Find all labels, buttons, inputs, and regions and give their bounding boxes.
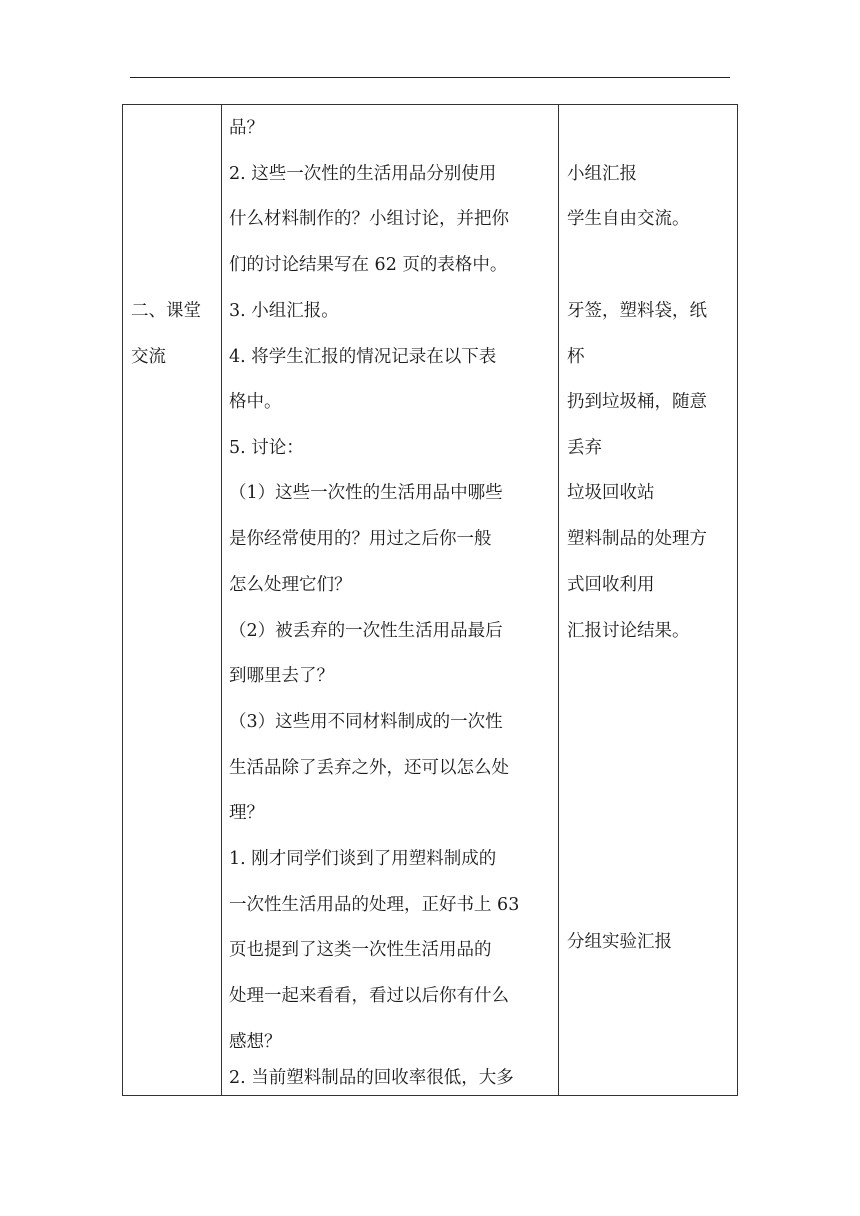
- teacher-line: 5. 讨论：: [229, 438, 304, 458]
- teacher-line: 生活品除了丢弃之外，还可以怎么处: [229, 758, 509, 778]
- teacher-line: 什么材料制作的？小组讨论，并把你: [229, 209, 509, 229]
- teacher-line: 感想？: [229, 1032, 282, 1052]
- teacher-line: 页也提到了这类一次性生活用品的: [229, 940, 492, 960]
- student-line: 丢弃: [567, 438, 602, 458]
- student-line: 分组实验汇报: [567, 932, 672, 952]
- teacher-line: 1. 刚才同学们谈到了用塑料制成的: [229, 849, 497, 869]
- teacher-line: 3. 小组汇报。: [229, 301, 339, 321]
- teacher-line: 4. 将学生汇报的情况记录在以下表: [229, 347, 497, 367]
- teacher-line: 理？: [229, 803, 264, 823]
- teacher-line: 是你经常使用的？用过之后你一般: [229, 529, 492, 549]
- student-line: 杯: [567, 347, 585, 367]
- column-divider-1: [221, 105, 222, 1095]
- student-line: 式回收利用: [567, 575, 655, 595]
- teacher-line: 品？: [229, 118, 264, 138]
- teacher-line: 格中。: [229, 392, 282, 412]
- teacher-line: 怎么处理它们？: [229, 575, 352, 595]
- teacher-line: 2. 这些一次性的生活用品分别使用: [229, 164, 497, 184]
- teacher-line: （2）被丢弃的一次性生活用品最后: [229, 621, 503, 641]
- stage-line: 二、课堂: [131, 301, 201, 321]
- column-divider-2: [558, 105, 559, 1095]
- teacher-line: 一次性生活用品的处理，正好书上 63: [229, 895, 520, 915]
- teacher-line: 们的讨论结果写在 62 页的表格中。: [229, 255, 508, 275]
- student-line: 牙签，塑料袋，纸: [567, 301, 707, 321]
- stage-line: 交流: [131, 347, 166, 367]
- student-line: 汇报讨论结果。: [567, 621, 690, 641]
- teacher-line: 到哪里去了？: [229, 666, 334, 686]
- student-line: 小组汇报: [567, 164, 637, 184]
- teacher-line: （1）这些一次性的生活用品中哪些: [229, 483, 503, 503]
- teacher-line: 处理一起来看看，看过以后你有什么: [229, 986, 509, 1006]
- teacher-line: 2. 当前塑料制品的回收率很低，大多: [229, 1068, 514, 1088]
- student-line: 扔到垃圾桶，随意: [567, 392, 707, 412]
- student-line: 垃圾回收站: [567, 483, 655, 503]
- student-line: 塑料制品的处理方: [567, 529, 707, 549]
- lesson-plan-table: [122, 104, 738, 1096]
- teacher-line: （3）这些用不同材料制成的一次性: [229, 712, 503, 732]
- student-line: 学生自由交流。: [567, 209, 690, 229]
- header-rule: [130, 77, 730, 78]
